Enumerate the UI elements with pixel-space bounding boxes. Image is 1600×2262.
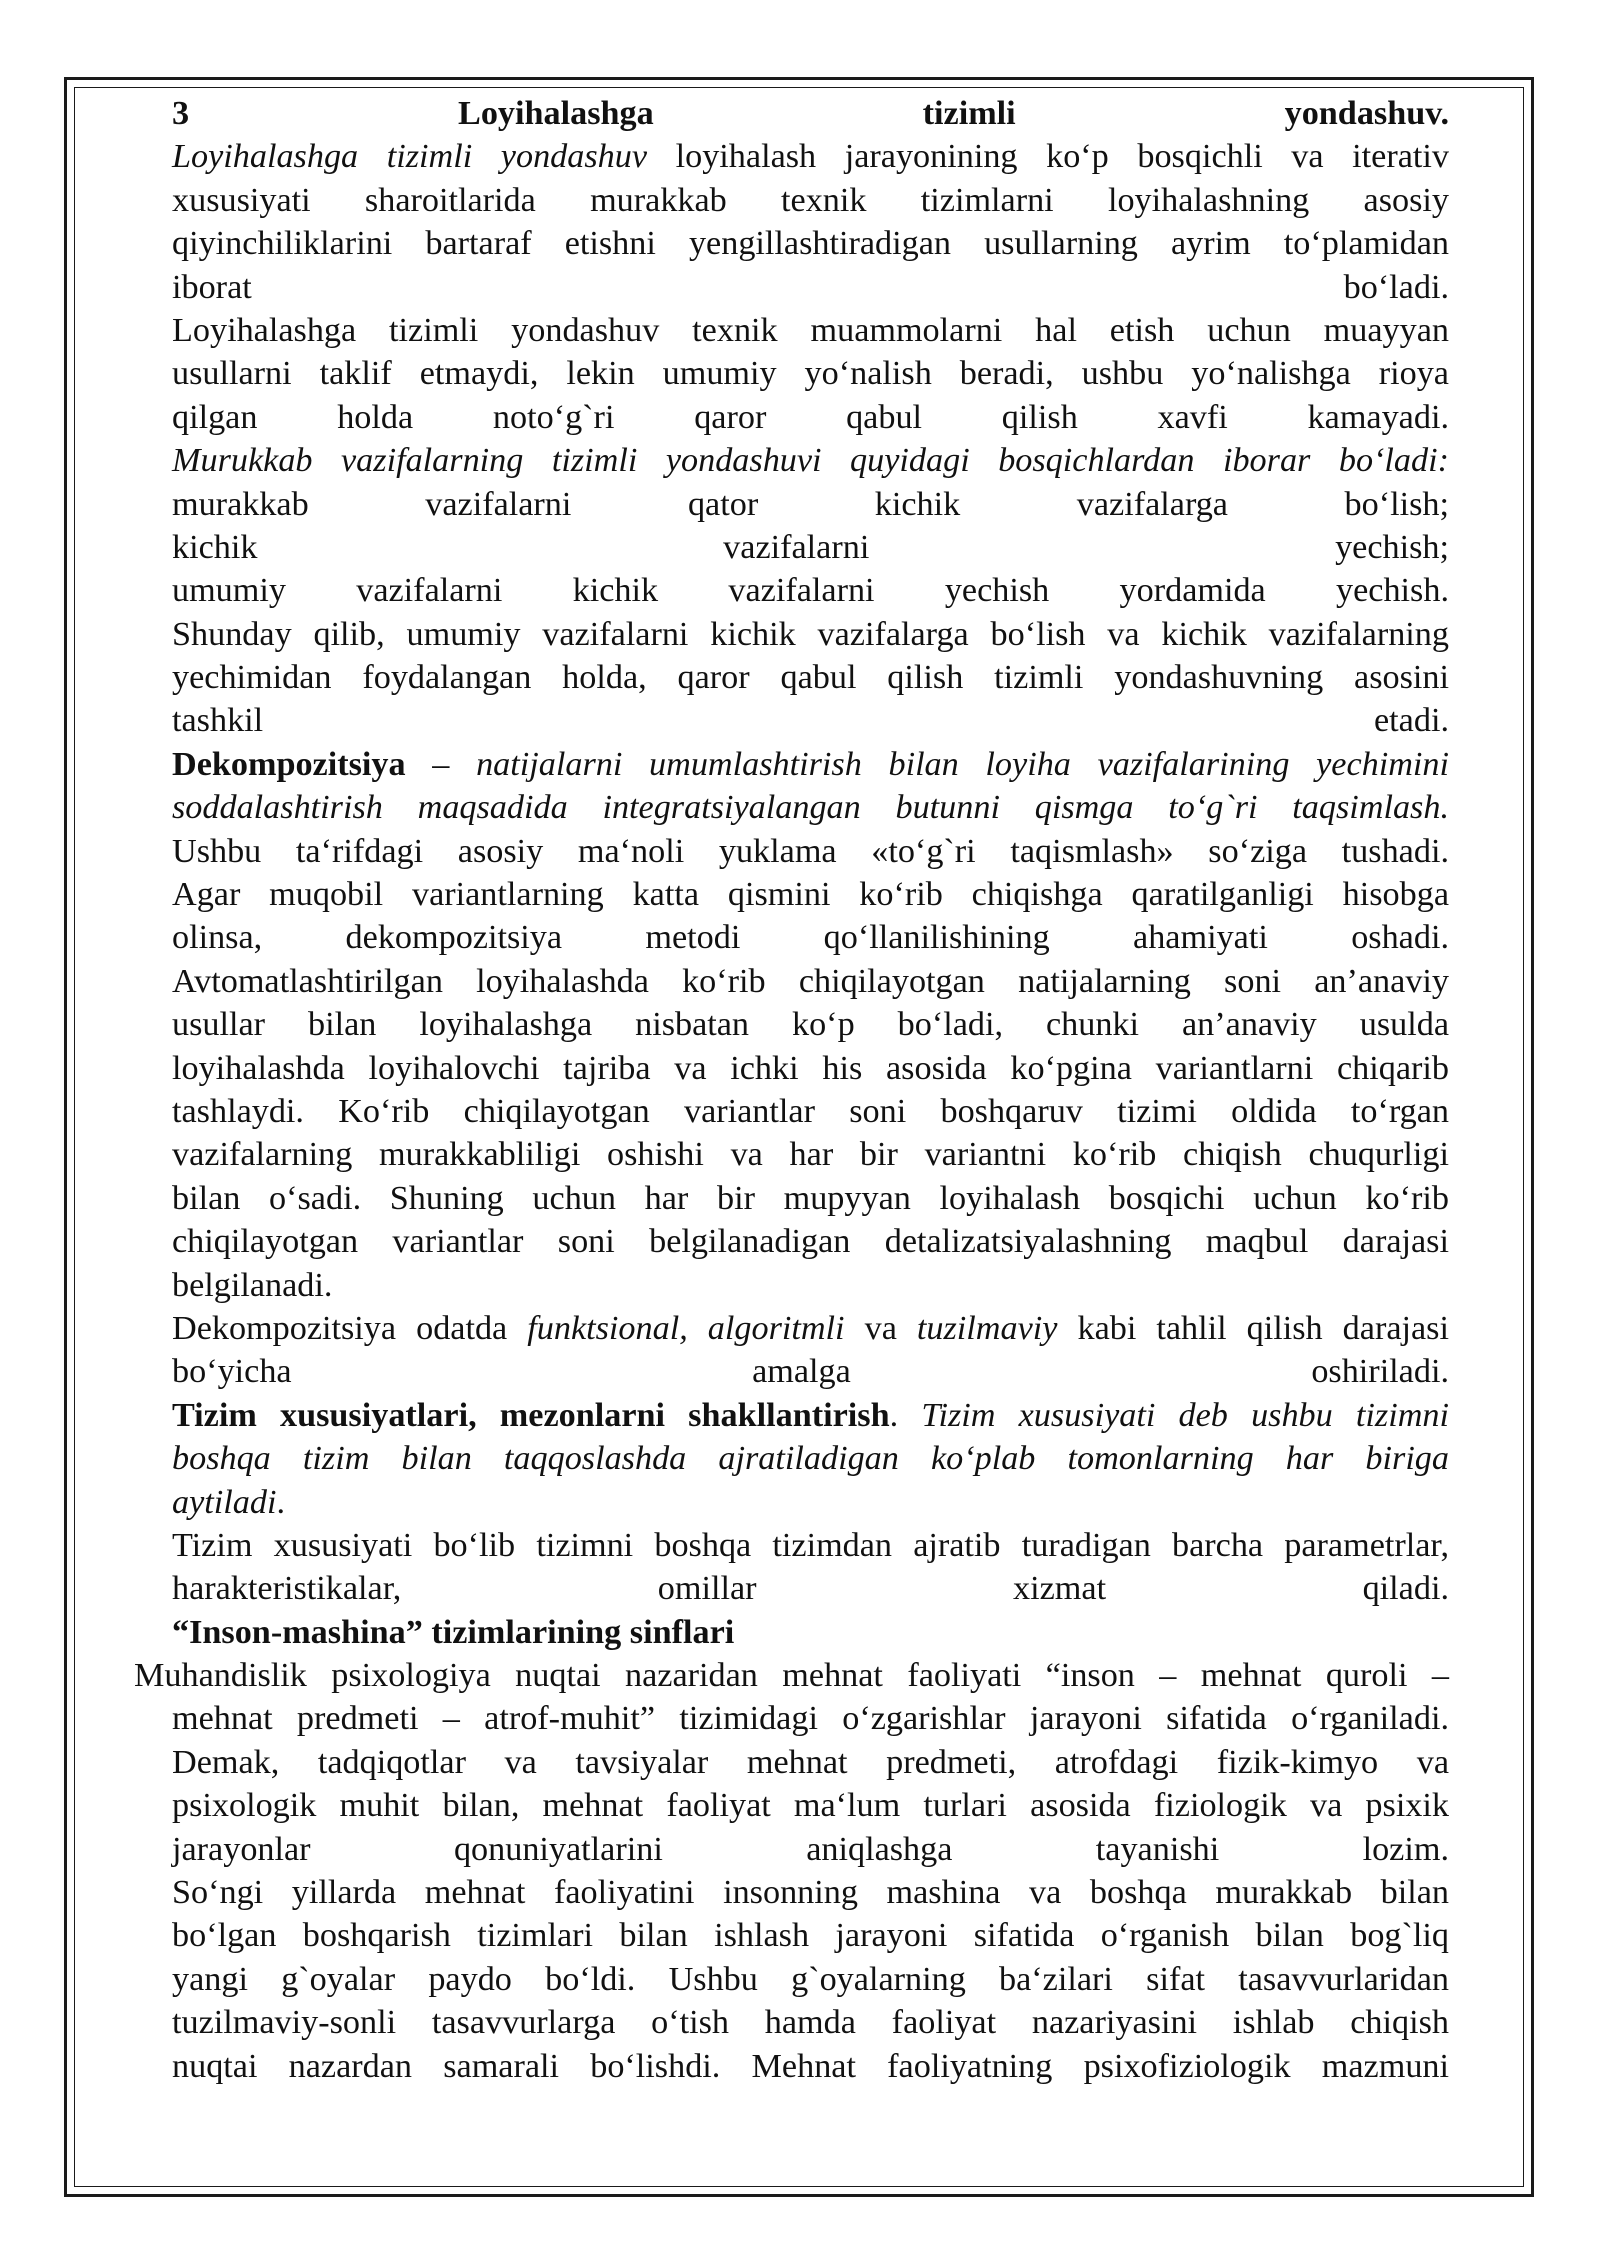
section-number: 3 (172, 95, 190, 132)
text-line (172, 1264, 1449, 1307)
text-segment: tuzilmaviy (916, 1309, 1058, 1347)
text-line (172, 916, 1449, 959)
text-line (172, 309, 1449, 352)
text-segment: Tizim xususiyatlari, mezonlarni shakllantirish (172, 1396, 890, 1434)
text-segment: Loyihalashga tizimli yondashuv texnik muammolarni hal etish uchun muayyan (172, 311, 1449, 349)
text-segment: murakkab vazifalarni qator kichik vazifalarga bo‘lish; (172, 485, 1449, 523)
text-segment: . (276, 1483, 285, 1521)
text-line (172, 1177, 1449, 1220)
text-segment: tashkil etadi. (172, 702, 1449, 740)
text-line (134, 1654, 1449, 1697)
text-line (172, 1611, 1449, 1654)
text-segment: Tizim xususiyati bo‘lib tizimni boshqa tizimdan ajratib turadigan barcha parametrlar, (172, 1526, 1449, 1564)
text-segment: usullarni taklif etmaydi, lekin umumiy yo‘nalish beradi, ushbu yo‘nalishga rioya (172, 355, 1449, 393)
text-segment: xususiyati sharoitlarida murakkab texnik tizimlarni loyihalashning asosiy (172, 181, 1449, 219)
text-segment: jarayonlar qonuniyatlarini aniqlashga tayanishi lozim. (172, 1830, 1449, 1868)
text-segment: nuqtai nazardan samarali bo‘lishdi. Mehnat faoliyatning psixofiziologik mazmuni (172, 2047, 1449, 2085)
text-line (172, 1220, 1449, 1263)
text-segment: bo‘lgan boshqarish tizimlari bilan ishlash jarayoni sifatida o‘rganish bilan bog`liq (172, 1917, 1449, 1955)
text-line (172, 1481, 1449, 1524)
text-line (172, 656, 1449, 699)
text-lines (134, 135, 1450, 2088)
text-line (172, 483, 1449, 526)
text-line (172, 179, 1449, 222)
text-segment: belgilanadi. (172, 1266, 333, 1304)
text-line (172, 873, 1449, 916)
text-line (172, 613, 1449, 656)
text-segment: harakteristikalar, omillar xizmat qiladi. (172, 1570, 1449, 1608)
text-line (172, 1567, 1449, 1610)
text-segment: iborat bo‘ladi. (172, 268, 1449, 306)
text-line (172, 830, 1449, 873)
text-segment: Tizim xususiyati deb ushbu tizimni (921, 1396, 1450, 1434)
text-line (172, 1394, 1449, 1437)
text-segment: Avtomatlashtirilgan loyihalashda ko‘rib chiqilayotgan natijalarning soni an’anaviy (172, 962, 1449, 1000)
text-segment: Murukkab vazifalarning tizimli yondashuvi quyidagi bosqichlardan iborar bo‘ladi: (172, 442, 1449, 480)
text-segment: funktsional, algoritmli (527, 1309, 845, 1347)
text-line (172, 1133, 1449, 1176)
text-segment: . (889, 1396, 922, 1434)
text-segment: loyihalashda loyihalovchi tajriba va ichki his asosida ko‘pgina variantlarni chiqarib (172, 1049, 1449, 1087)
text-segment: va (844, 1309, 917, 1347)
text-line (172, 526, 1449, 569)
text-segment: natijalarni umumlashtirish bilan loyiha vazifalarining yechimini (476, 745, 1449, 783)
text-segment: Shunday qilib, umumiy vazifalarni kichik vazifalarga bo‘lish va kichik vazifalarning (172, 615, 1449, 653)
text-segment: yechimidan foydalangan holda, qaror qabul qilish tizimli yondashuvning asosini (172, 659, 1449, 697)
document-body (134, 92, 1450, 2088)
text-line (172, 1958, 1449, 2001)
text-segment: Ushbu ta‘rifdagi asosiy ma‘noli yuklama «to‘g`ri taqismlash» so‘ziga tushadi. (172, 832, 1449, 870)
text-line (172, 699, 1449, 742)
text-segment: Dekompozitsiya (172, 745, 406, 783)
text-segment: Dekompozitsiya odatda (172, 1309, 528, 1347)
text-segment: psixologik muhit bilan, mehnat faoliyat ma‘lum turlari asosida fiziologik va psixik (172, 1787, 1449, 1825)
text-segment: kabi tahlil qilish darajasi (1057, 1309, 1449, 1347)
text-segment: “Inson-mashina” tizimlarining sinflari (172, 1613, 735, 1651)
text-line (172, 1350, 1449, 1393)
text-line (172, 135, 1449, 178)
text-segment: So‘ngi yillarda mehnat faoliyatini insonning mashina va boshqa murakkab bilan (172, 1874, 1449, 1912)
text-line (172, 2045, 1449, 2088)
text-segment: tuzilmaviy-sonli tasavvurlarga o‘tish hamda faoliyat nazariyasini ishlab chiqish (172, 2004, 1449, 2042)
text-line (172, 439, 1449, 482)
text-segment: Demak, tadqiqotlar va tavsiyalar mehnat predmeti, atrofdagi fizik-kimyo va (172, 1743, 1449, 1781)
text-segment: bilan o‘sadi. Shuning uchun har bir mupyyan loyihalash bosqichi uchun ko‘rib (172, 1179, 1449, 1217)
text-line (172, 960, 1449, 1003)
text-line (172, 266, 1449, 309)
text-segment: olinsa, dekompozitsiya metodi qo‘llanilishining ahamiyati oshadi. (172, 919, 1449, 957)
text-line (172, 1524, 1449, 1567)
text-line (172, 1914, 1449, 1957)
text-segment: mehnat predmeti – atrof-muhit” tizimidagi o‘zgarishlar jarayoni sifatida o‘rganiladi. (172, 1700, 1449, 1738)
text-segment: kichik vazifalarni yechish; (172, 528, 1449, 566)
text-segment: yangi g`oyalar paydo bo‘ldi. Ushbu g`oyalarning ba‘zilari sifat tasavvurlaridan (172, 1960, 1449, 1998)
text-line (172, 1784, 1449, 1827)
text-segment: umumiy vazifalarni kichik vazifalarni yechish yordamida yechish. (172, 572, 1449, 610)
text-line (172, 1697, 1449, 1740)
text-line (172, 1003, 1449, 1046)
section-title: Loyihalashga tizimli yondashuv. (458, 95, 1450, 132)
text-segment: bo‘yicha amalga oshiriladi. (172, 1353, 1449, 1391)
text-line (172, 2001, 1449, 2044)
text-segment: qilgan holda noto‘g`ri qaror qabul qilish xavfi kamayadi. (172, 398, 1449, 436)
text-segment: boshqa tizim bilan taqqoslashda ajratiladigan ko‘plab tomonlarning har biriga (172, 1440, 1449, 1478)
text-segment: Muhandislik psixologiya nuqtai nazaridan mehnat faoliyati “inson – mehnat quroli – (134, 1657, 1449, 1695)
text-line (172, 1437, 1449, 1480)
text-line (172, 352, 1449, 395)
text-segment: loyihalash jarayonining ko‘p bosqichli va iterativ (647, 138, 1449, 176)
text-line (172, 569, 1449, 612)
text-line (172, 1090, 1449, 1133)
text-segment: tashlaydi. Ko‘rib chiqilayotgan variantlar soni boshqaruv tizimi oldida to‘rgan (172, 1092, 1449, 1130)
text-segment: vazifalarning murakkabliligi oshishi va har bir variantni ko‘rib chiqish chuqurligi (172, 1136, 1449, 1174)
text-line (172, 222, 1449, 265)
text-segment: aytiladi (172, 1483, 277, 1521)
text-line (172, 1741, 1449, 1784)
text-line (172, 396, 1449, 439)
text-segment: – (405, 745, 477, 783)
text-line (172, 1828, 1449, 1871)
text-segment: Agar muqobil variantlarning katta qismini ko‘rib chiqishga qaratilganligi hisobga (172, 876, 1449, 914)
text-segment: soddalashtirish maqsadida integratsiyalangan butunni qismga to‘g`ri taqsimlash. (172, 789, 1449, 827)
text-line (172, 1047, 1449, 1090)
text-line (172, 786, 1449, 829)
text-segment: qiyinchiliklarini bartaraf etishni yengillashtiradigan usullarning ayrim to‘plamidan (172, 225, 1449, 263)
text-line (172, 1871, 1449, 1914)
text-segment: usullar bilan loyihalashga nisbatan ko‘p bo‘ladi, chunki an’anaviy usulda (172, 1006, 1449, 1044)
text-line (172, 743, 1449, 786)
text-line (172, 1307, 1449, 1350)
text-segment: chiqilayotgan variantlar soni belgilanadigan detalizatsiyalashning maqbul darajasi (172, 1223, 1449, 1261)
section-heading (172, 92, 1449, 135)
text-segment: Loyihalashga tizimli yondashuv (172, 138, 648, 176)
